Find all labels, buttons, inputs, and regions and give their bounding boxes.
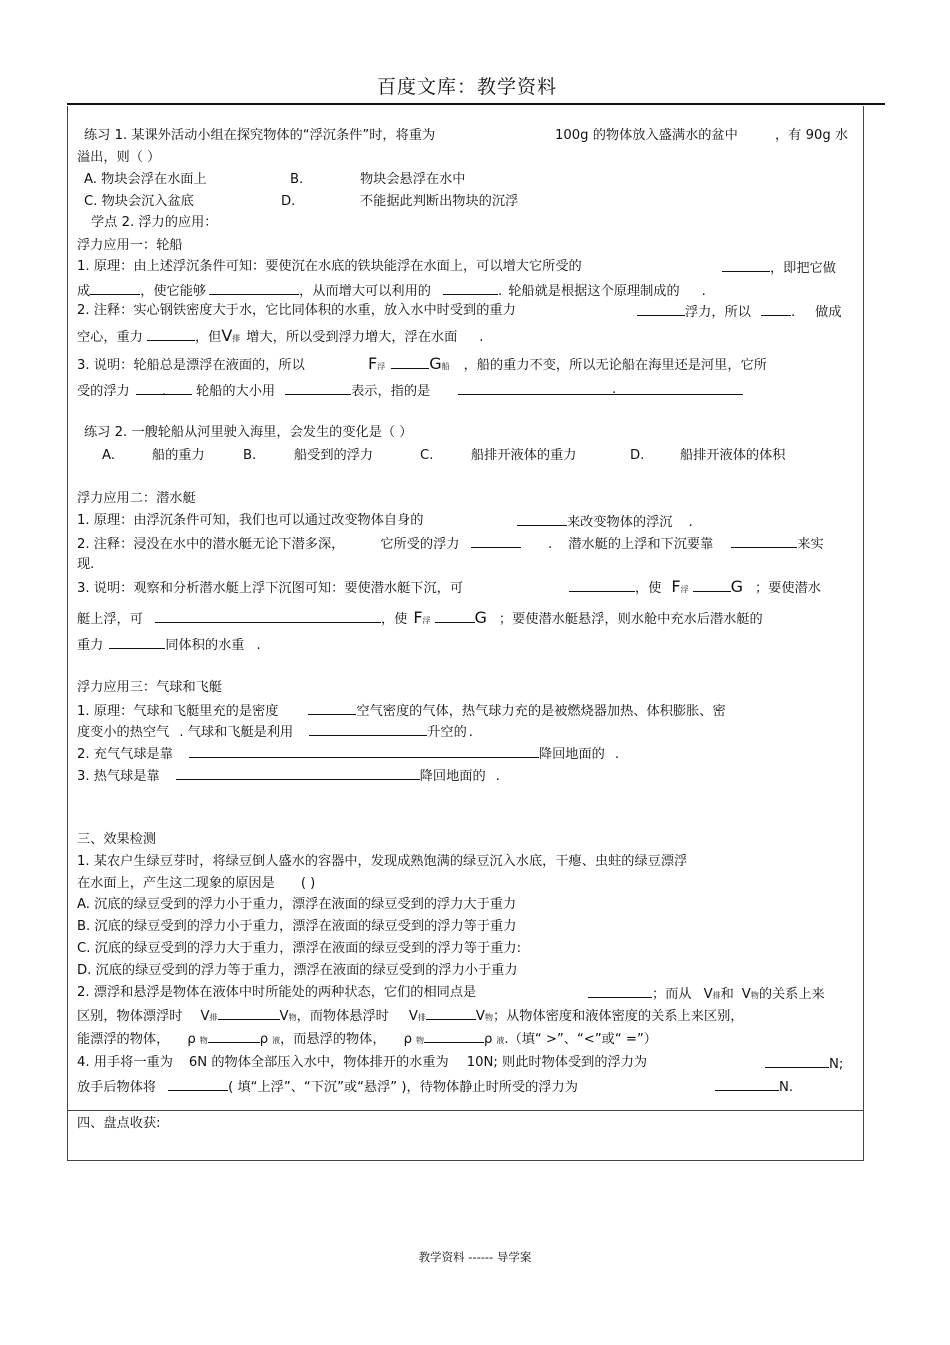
practice1-option-d-letter: D. (281, 194, 296, 209)
blank[interactable] (569, 579, 635, 592)
blank[interactable] (189, 745, 539, 758)
section3-q4-line2: 放手后物体将 ( 填“上浮”、“下沉”或“悬浮” )，待物体静止时所受的浮力为 (77, 1080, 578, 1095)
submarine-principle-end: 来改变物体的浮沉 . (517, 513, 693, 531)
practice1-line1: 练习 1. 某课外活动小组在探究物体的“浮沉条件”时，将重为 (84, 128, 436, 143)
blank[interactable] (391, 356, 429, 369)
practice2-question: 练习 2. 一艘轮船从河里驶入海里，会发生的变化是（ ） (84, 425, 413, 440)
blank[interactable] (693, 579, 731, 592)
ship-desc-line1: 3. 说明：轮船总是漂浮在液面的，所以 (77, 358, 305, 373)
practice2-option-b: 船受到的浮力 (294, 448, 374, 463)
ship-title: 浮力应用一：轮船 (77, 238, 183, 253)
submarine-desc-line3: 重力 同体积的水重 . (77, 638, 261, 653)
ship-desc-line2-end: . (612, 382, 617, 397)
blank[interactable] (209, 282, 299, 295)
submarine-title: 浮力应用二：潜水艇 (77, 491, 196, 506)
practice2-option-b-letter: B. (243, 448, 257, 463)
ship-desc-line2: 受的浮力 . 轮船的大小用 表示，指的是 (77, 382, 743, 400)
blank[interactable] (147, 328, 195, 341)
blank[interactable] (435, 610, 475, 623)
blank[interactable] (761, 303, 791, 316)
blank[interactable] (765, 1055, 829, 1068)
ship-principle-line2: 成 ，使它能够 ，从而增大可以利用的 . 轮船就是根据这个原理制成的 . (77, 284, 706, 299)
section3-q4-line2-end: N. (715, 1078, 793, 1096)
section3-q2-line2: 区别，物体漂浮时 V排 V物，而物体悬浮时 V排 V物；从物体密度和液体密度的关系上来区别， (77, 1009, 744, 1024)
blank[interactable] (285, 382, 351, 395)
balloon-hot-air: 3. 热气球是靠 降回地面的 . (77, 769, 500, 784)
page-footer: 教学资料 ------ 导学案 (418, 1250, 532, 1264)
blank[interactable] (176, 767, 420, 780)
blank[interactable] (731, 535, 797, 548)
blank[interactable] (109, 636, 165, 649)
ship-note-line2: 空心，重力 ，但V排 增大，所以受到浮力增大，浮在水面 . (77, 326, 484, 345)
ship-principle-line1-end: ，即把它做 (722, 259, 836, 277)
blank[interactable] (155, 610, 381, 623)
section4-title: 四、盘点收获: (77, 1116, 161, 1131)
section2-title: 学点 2. 浮力的应用： (91, 215, 218, 230)
submarine-desc-line1: 3. 说明：观察和分析潜水艇上浮下沉图可知：要使潜水艇下沉，可 (77, 581, 464, 596)
practice2-option-a-letter: A. (102, 448, 115, 463)
section3-q1-option-d: D. 沉底的绿豆受到的浮力等于重力，漂浮在液面的绿豆受到的浮力小于重力 (77, 963, 518, 978)
section-divider (67, 1110, 864, 1111)
submarine-desc-line2: 艇上浮，可 ，使 F浮 G ；要使潜水艇悬浮，则水舱中充水后潜水艇的 (77, 608, 763, 627)
section3-q1-option-c: C. 沉底的绿豆受到的浮力大于重力，漂浮在液面的绿豆受到的浮力等于重力: (77, 941, 522, 956)
section3-title: 三、效果检测 (77, 832, 157, 847)
submarine-desc-line1-end: ，使 F浮 G ；要使潜水 (569, 579, 821, 598)
blank[interactable] (471, 535, 521, 548)
balloon-inflated: 2. 充气气球是靠 降回地面的 . (77, 747, 620, 762)
practice1-option-b: 物块会悬浮在水中 (360, 172, 466, 187)
blank[interactable] (208, 1030, 260, 1043)
section3-q1-line2: 在水面上，产生这二现象的原因是 ( ) (77, 876, 316, 891)
blank[interactable] (715, 1078, 779, 1091)
ship-principle-line1: 1. 原理：由上述浮沉条件可知：要使沉在水底的铁块能浮在水面上，可以增大它所受的 (77, 259, 582, 274)
submarine-note-line1-end: . 潜水艇的上浮和下沉要靠 来实 (548, 537, 824, 552)
practice1-option-b-letter: B. (290, 172, 304, 187)
blank[interactable] (458, 382, 743, 395)
balloon-principle-line2: 度变小的热空气 . 气球和飞艇是利用 升空的 . (77, 725, 473, 740)
practice2-option-a: 船的重力 (152, 448, 205, 463)
blank[interactable] (517, 513, 567, 526)
blank[interactable] (309, 723, 427, 736)
section3-q2-line3: 能漂浮的物体， ρ 物 ρ 液，而悬浮的物体， ρ 物 ρ 液.（填“ >”、“<”或“ =”） (77, 1032, 657, 1047)
blank[interactable] (637, 303, 685, 316)
practice2-option-d-letter: D. (630, 448, 645, 463)
balloon-title: 浮力应用三：气球和飞艇 (77, 680, 223, 695)
blank[interactable] (308, 702, 356, 715)
practice1-option-c: C. 物块会沉入盆底 (84, 194, 194, 209)
blank[interactable] (168, 1078, 228, 1091)
section3-q1-line1: 1. 某农户生绿豆芽时，将绿豆倒人盛水的容器中，发现成熟饱满的绿豆沉入水底，干瘪、虫蛀的绿豆漂浮 (77, 854, 688, 869)
section3-q1-option-b: B. 沉底的绿豆受到的浮力小于重力，漂浮在液面的绿豆受到的浮力等于重力 (77, 919, 517, 934)
blank[interactable] (218, 1007, 280, 1020)
balloon-principle-line1: 1. 原理：气球和飞艇里充的是密度 空气密度的气体，热气球力充的是被燃烧器加热、体积膨胀、密 (77, 704, 726, 719)
section3-q2-line1: 2. 漂浮和悬浮是物体在液体中时所能处的两种状态，它们的相同点是 (77, 985, 477, 1000)
section3-q1-option-a: A. 沉底的绿豆受到的浮力小于重力，漂浮在液面的绿豆受到的浮力大于重力 (77, 897, 517, 912)
submarine-note-line1: 2. 注释：浸没在水中的潜水艇无论下潜多深， 它所受的浮力 (77, 535, 521, 553)
practice1-option-a: A. 物块会浮在水面上 (84, 172, 207, 187)
blank[interactable] (426, 1007, 476, 1020)
blank[interactable] (588, 985, 652, 998)
practice2-option-d: 船排开液体的体积 (680, 448, 786, 463)
blank[interactable] (90, 282, 140, 295)
blank[interactable] (722, 259, 770, 272)
ship-note-line1: 2. 注释：实心钢铁密度大于水，它比同体积的水重，放入水中时受到的重力 (77, 303, 516, 318)
practice1-option-d: 不能据此判断出物块的沉浮 (360, 194, 519, 209)
blank[interactable] (443, 282, 498, 295)
ship-desc-line1-formula: F浮 G船 ，船的重力不变，所以无论船在海里还是河里，它所 (368, 354, 767, 373)
page-header-title: 百度文库：教学资料 (376, 76, 557, 98)
section3-q2-line1-end: ；而从 V排和 V物的关系上来 (588, 985, 825, 1004)
submarine-principle: 1. 原理：由浮沉条件可知，我们也可以通过改变物体自身的 (77, 513, 424, 528)
section3-q4-line1: 4. 用手将一重为 6N 的物体全部压入水中，物体排开的水重为 10N; 则此时物体受到的浮力为 (77, 1055, 648, 1070)
practice2-option-c-letter: C. (420, 448, 434, 463)
practice1-line1c: ，有 90g 水 (775, 128, 849, 143)
ship-note-line1-end: 浮力，所以 . 做成 (637, 303, 842, 321)
practice2-option-c: 船排开液体的重力 (471, 448, 577, 463)
submarine-note-line2: 现. (77, 557, 95, 572)
header-rule (67, 103, 885, 105)
practice1-line1b: 100g 的物体放入盛满水的盆中 (555, 128, 738, 143)
section3-q4-line1-end: N; (765, 1055, 843, 1073)
blank[interactable] (424, 1030, 484, 1043)
practice1-line2: 溢出，则（ ） (77, 150, 161, 165)
